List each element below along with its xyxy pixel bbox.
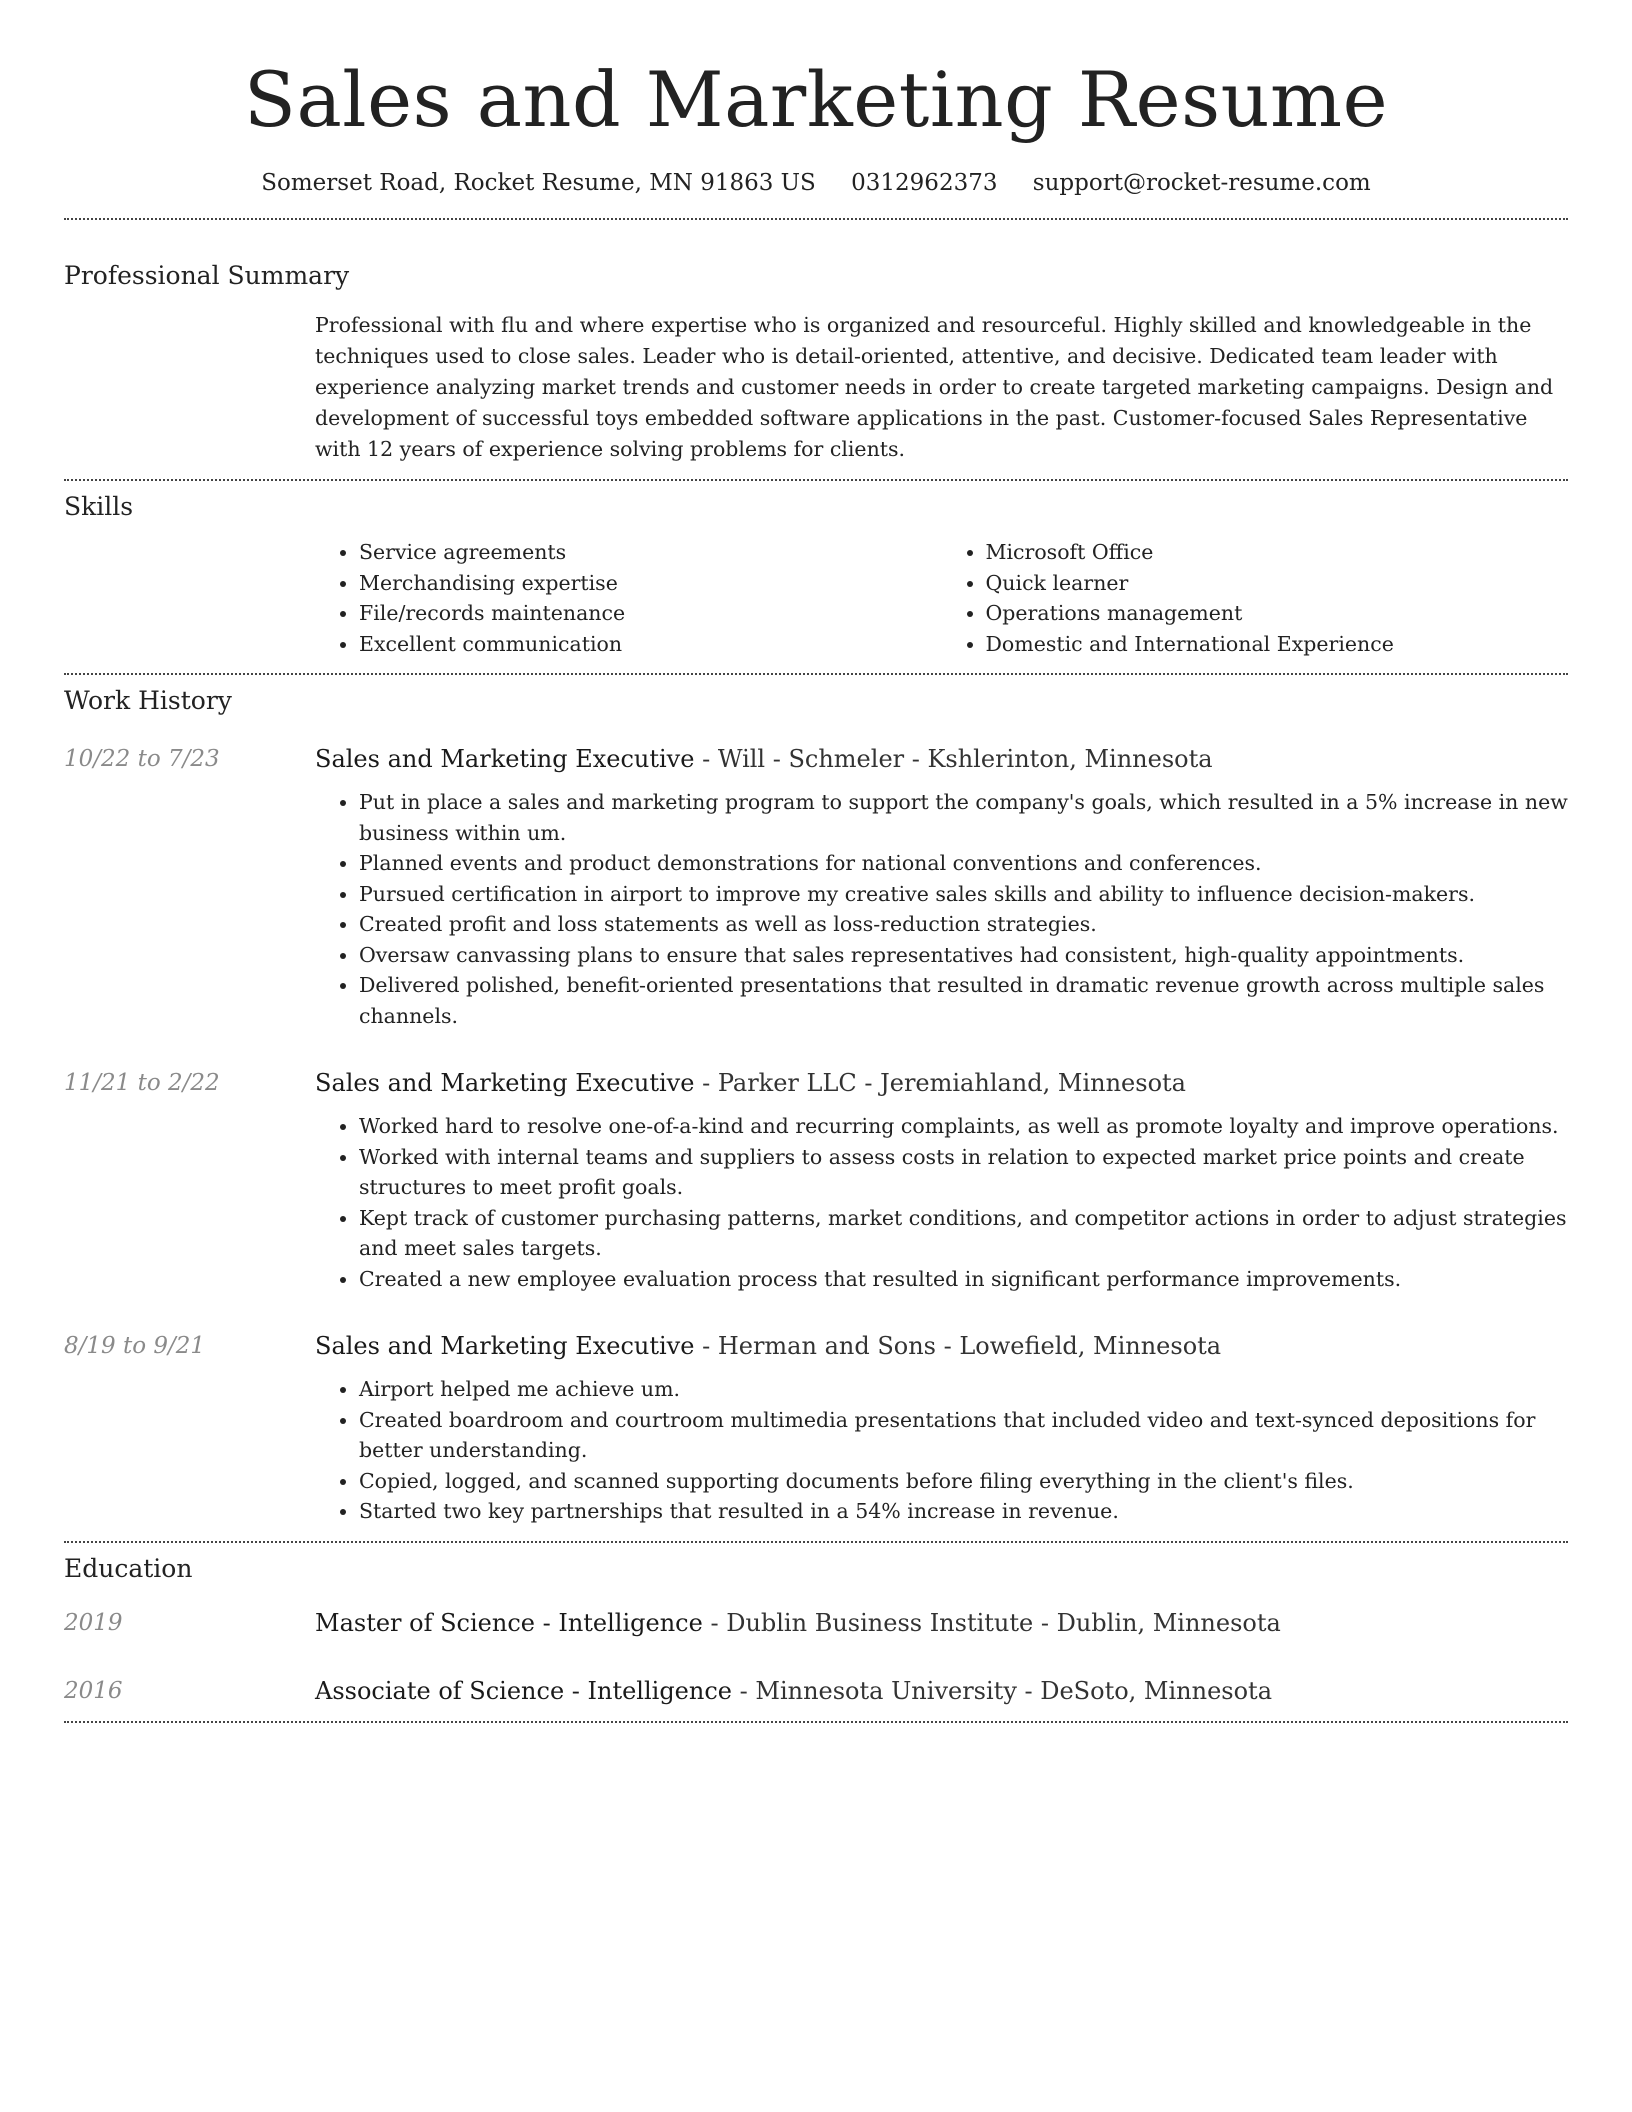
job-bullet: • Oversaw canvassing plans to ensure that sales representatives had consistent, high-quality appointments. <box>359 940 1568 971</box>
job-bullet: • Airport helped me achieve um. <box>359 1374 1568 1405</box>
resume-page <box>64 0 1568 1723</box>
job-role: Sales and Marketing Executive <box>315 745 695 773</box>
education-details: - Minnesota University - DeSoto, Minnesota <box>732 1676 1273 1705</box>
section-title-summary: Professional Summary <box>64 261 350 290</box>
job-entry <box>64 1330 1568 1541</box>
education-degree: Master of Science - Intelligence <box>315 1608 703 1637</box>
job-heading <box>315 1330 1568 1362</box>
skills-list <box>315 537 1568 673</box>
divider <box>64 673 1568 675</box>
job-bullet: • Created a new employee evaluation process that resulted in significant performance improvements. <box>359 1264 1568 1295</box>
job-heading <box>315 1067 1568 1099</box>
job-bullet: • Planned events and product demonstrations for national conventions and conferences. <box>359 848 1568 879</box>
job-bullets <box>315 1374 1568 1527</box>
education-entry <box>64 1675 1568 1721</box>
section-title-education: Education <box>64 1553 193 1583</box>
skill-item: • Quick learner <box>986 568 1569 599</box>
divider <box>64 1541 1568 1543</box>
job-entry <box>64 1067 1568 1294</box>
job-bullet: • Put in place a sales and marketing program to support the company's goals, which resulted in a 5% increase in new business within um. <box>359 787 1568 848</box>
education-details: - Dublin Business Institute - Dublin, Minnesota <box>702 1608 1281 1637</box>
job-dates: 8/19 to 9/21 <box>64 1333 206 1359</box>
section-title-skills: Skills <box>64 492 134 521</box>
job-bullets <box>315 1111 1568 1294</box>
education-heading <box>315 1607 1568 1639</box>
divider <box>64 479 1568 481</box>
education-year: 2019 <box>64 1609 123 1636</box>
job-details: - Will - Schmeler - Kshlerinton, Minnesota <box>694 745 1213 773</box>
job-details: - Herman and Sons - Lowefield, Minnesota <box>694 1332 1222 1360</box>
job-dates: 11/21 to 2/22 <box>64 1070 220 1096</box>
skills-column-left <box>315 537 942 659</box>
job-role: Sales and Marketing Executive <box>315 1069 695 1097</box>
job-role: Sales and Marketing Executive <box>315 1332 695 1360</box>
job-bullets <box>315 787 1568 1031</box>
job-body <box>315 743 1568 1031</box>
contact-email: support@rocket-resume.com <box>1032 170 1371 196</box>
contact-phone: 0312962373 <box>851 170 998 196</box>
skill-item: • Merchandising expertise <box>359 568 942 599</box>
job-body <box>315 1330 1568 1527</box>
skill-item: • Domestic and International Experience <box>986 629 1569 660</box>
job-bullet: • Worked with internal teams and suppliers to assess costs in relation to expected market price points and create structures to meet profit goals. <box>359 1142 1568 1203</box>
job-bullet: • Started two key partnerships that resulted in a 54% increase in revenue. <box>359 1496 1568 1527</box>
section-title-work-history: Work History <box>64 686 232 715</box>
education-degree: Associate of Science - Intelligence <box>315 1676 732 1705</box>
job-details: - Parker LLC - Jeremiahland, Minnesota <box>694 1069 1186 1097</box>
education-heading <box>315 1675 1568 1707</box>
job-entry <box>64 743 1568 1031</box>
job-body <box>315 1067 1568 1294</box>
skill-item: • Microsoft Office <box>986 537 1569 568</box>
skill-item: • Excellent communication <box>359 629 942 660</box>
divider <box>64 218 1568 220</box>
job-bullet: • Copied, logged, and scanned supporting documents before filing everything in the client's files. <box>359 1466 1568 1497</box>
education-entry <box>64 1607 1568 1639</box>
contact-address: Somerset Road, Rocket Resume, MN 91863 US <box>261 170 816 196</box>
skill-item: • File/records maintenance <box>359 598 942 629</box>
education-year: 2016 <box>64 1677 123 1704</box>
job-heading <box>315 743 1568 775</box>
divider <box>64 1721 1568 1723</box>
job-bullet: • Worked hard to resolve one-of-a-kind and recurring complaints, as well as promote loyalty and improve operations. <box>359 1111 1568 1142</box>
skill-item: • Service agreements <box>359 537 942 568</box>
resume-title: Sales and Marketing Resume <box>243 55 1389 144</box>
job-bullet: • Kept track of customer purchasing patterns, market conditions, and competitor actions in order to adjust strategies and meet sales targets. <box>359 1203 1568 1264</box>
job-bullet: • Created profit and loss statements as well as loss-reduction strategies. <box>359 909 1568 940</box>
skill-item: • Operations management <box>986 598 1569 629</box>
job-bullet: • Created boardroom and courtroom multimedia presentations that included video and text-synced depositions for better understanding. <box>359 1405 1568 1466</box>
skills-column-right <box>942 537 1569 659</box>
job-dates: 10/22 to 7/23 <box>64 746 220 772</box>
job-bullet: • Delivered polished, benefit-oriented presentations that resulted in dramatic revenue growth across multiple sales channels. <box>359 970 1568 1031</box>
summary-text: Professional with flu and where expertise who is organized and resourceful. Highly skilled and knowledgeable in the techniques used to close sales. Leader who is detail-oriented, attentive, and decisive. Dedicated team leader with experience analyzing market trends and customer needs in order to create targeted marketing campaigns. Design and development of successful toys embedded software applications in the past. Customer-focused Sales Representative with 12 years of experience solving problems for clients. <box>315 313 1554 461</box>
job-bullet: • Pursued certification in airport to improve my creative sales skills and ability to influence decision-makers. <box>359 879 1568 910</box>
contact-line <box>64 168 1568 198</box>
